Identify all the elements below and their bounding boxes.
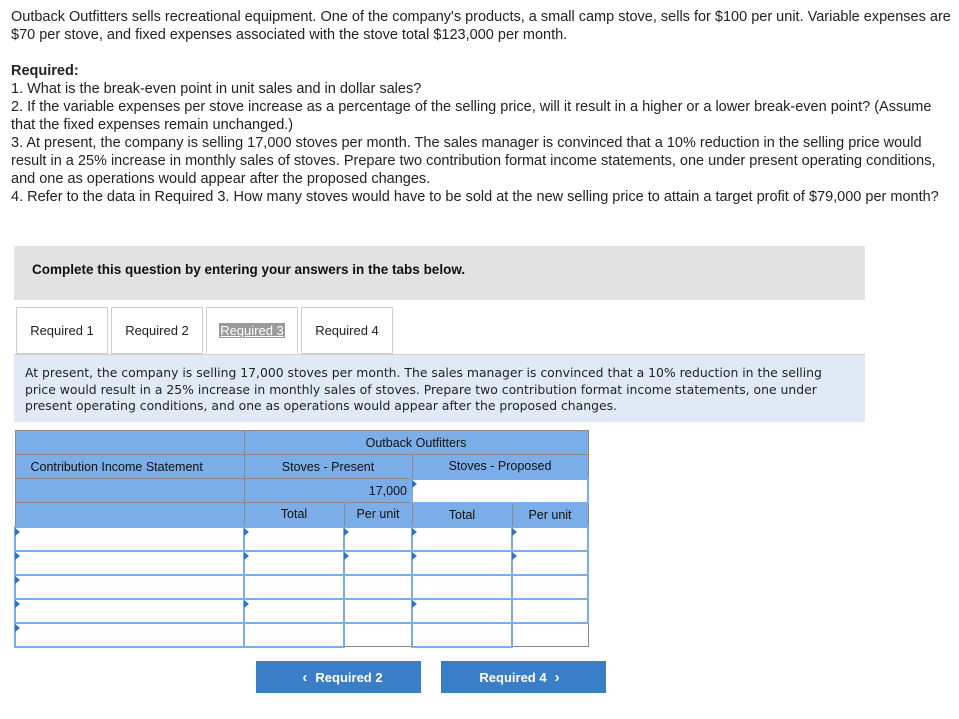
tab-label: Required 1 bbox=[30, 323, 94, 338]
line-item-select[interactable] bbox=[15, 575, 244, 599]
proposed-total-header: Total bbox=[412, 503, 512, 527]
statement-title: Contribution Income Statement bbox=[15, 455, 244, 479]
line-item-select[interactable] bbox=[15, 599, 244, 623]
input-marker-icon bbox=[412, 528, 417, 536]
prev-button-label: Required 2 bbox=[315, 669, 383, 685]
line-item-select[interactable] bbox=[15, 527, 244, 551]
dropdown-marker-icon bbox=[15, 600, 20, 608]
company-name: Outback Outfitters bbox=[244, 431, 588, 455]
table-row bbox=[15, 551, 588, 575]
proposed-per-unit-input[interactable] bbox=[512, 527, 588, 551]
proposed-total-input[interactable] bbox=[412, 575, 512, 599]
table-row bbox=[15, 623, 588, 647]
proposed-per-unit-input[interactable] bbox=[512, 599, 588, 623]
dropdown-marker-icon bbox=[15, 576, 20, 584]
next-required-4-button[interactable] bbox=[441, 661, 606, 693]
header-blank bbox=[15, 431, 244, 455]
input-marker-icon bbox=[512, 528, 517, 536]
input-marker-icon bbox=[244, 600, 249, 608]
proposed-units-input[interactable] bbox=[412, 479, 588, 503]
instructions-banner bbox=[14, 246, 865, 300]
problem-intro: Outback Outfitters sells recreational equipment. One of the company's products, a small camp stove, sells for $100 per unit. Variable expenses are $70 per stove, and fixed expenses associated with the stove total $123,000 per month. bbox=[11, 9, 951, 43]
problem-text bbox=[11, 8, 951, 206]
chevron-left-icon: ‹ bbox=[302, 668, 308, 686]
tab-label: Required 3 bbox=[220, 323, 284, 338]
chevron-right-icon: › bbox=[554, 668, 560, 686]
present-per-unit-input[interactable] bbox=[344, 599, 412, 623]
next-button-label: Required 4 bbox=[479, 669, 547, 685]
required-item-3: 3. At present, the company is selling 17,000 stoves per month. The sales manager is convinced that a 10% reduction in the selling price would result in a 25% increase in monthly sales of stoves. Prepare two contribution format income statements, one under present operating conditions, and one as operations would appear after the proposed changes. bbox=[11, 135, 936, 187]
present-total-input[interactable] bbox=[244, 599, 344, 623]
required-item-2: 2. If the variable expenses per stove increase as a percentage of the selling price, will it result in a higher or a lower break-even point? (Assume that the fixed expenses remain unchanged.) bbox=[11, 99, 932, 133]
input-marker-icon bbox=[244, 528, 249, 536]
line-item-select[interactable] bbox=[15, 551, 244, 575]
present-total-input[interactable] bbox=[244, 623, 344, 647]
units-row-label bbox=[15, 479, 244, 503]
present-per-unit-input[interactable] bbox=[344, 551, 412, 575]
proposed-total-input[interactable] bbox=[412, 551, 512, 575]
col-present-header: Stoves - Present bbox=[244, 455, 412, 479]
input-marker-icon bbox=[412, 552, 417, 560]
empty-cell bbox=[512, 623, 588, 647]
proposed-per-unit-input[interactable] bbox=[512, 575, 588, 599]
proposed-total-input[interactable] bbox=[412, 623, 512, 647]
table-row bbox=[15, 599, 588, 623]
present-total-header: Total bbox=[244, 503, 344, 527]
proposed-per-unit-header: Per unit bbox=[512, 503, 588, 527]
present-per-unit-input[interactable] bbox=[344, 575, 412, 599]
proposed-total-input[interactable] bbox=[412, 527, 512, 551]
input-marker-icon bbox=[344, 528, 349, 536]
present-units: 17,000 bbox=[244, 479, 412, 503]
tab-instruction: At present, the company is selling 17,000 stoves per month. The sales manager is convinced that a 10% reduction in the selling price would result in a 25% increase in monthly sales of stoves. Prepare two contribution format income statements, one under present operating conditions, and one as operations would appear after the proposed changes. bbox=[14, 355, 865, 422]
line-item-select[interactable] bbox=[15, 623, 244, 647]
input-marker-icon bbox=[244, 552, 249, 560]
tab-required-4[interactable] bbox=[301, 307, 393, 354]
tab-required-3[interactable] bbox=[206, 307, 298, 354]
tab-required-1[interactable] bbox=[16, 307, 108, 354]
required-item-4: 4. Refer to the data in Required 3. How many stoves would have to be sold at the new selling price to attain a target profit of $79,000 per month? bbox=[11, 189, 939, 205]
tab-required-2[interactable] bbox=[111, 307, 203, 354]
present-total-input[interactable] bbox=[244, 527, 344, 551]
proposed-per-unit-input[interactable] bbox=[512, 551, 588, 575]
input-marker-icon bbox=[412, 600, 417, 608]
subheader-blank bbox=[15, 503, 244, 527]
income-statement-table bbox=[14, 430, 589, 648]
empty-cell bbox=[344, 623, 412, 647]
required-heading: Required: bbox=[11, 63, 79, 79]
proposed-total-input[interactable] bbox=[412, 599, 512, 623]
table-row bbox=[15, 575, 588, 599]
banner-text: Complete this question by entering your answers in the tabs below. bbox=[32, 262, 466, 277]
input-marker-icon bbox=[512, 552, 517, 560]
table-row bbox=[15, 527, 588, 551]
required-item-1: 1. What is the break-even point in unit sales and in dollar sales? bbox=[11, 81, 422, 97]
dropdown-marker-icon bbox=[15, 624, 20, 632]
input-marker-icon bbox=[344, 552, 349, 560]
present-total-input[interactable] bbox=[244, 551, 344, 575]
dropdown-marker-icon bbox=[15, 552, 20, 560]
tab-label: Required 2 bbox=[125, 323, 189, 338]
col-proposed-header: Stoves - Proposed bbox=[412, 455, 588, 479]
dropdown-marker-icon bbox=[15, 528, 20, 536]
present-per-unit-header: Per unit bbox=[344, 503, 412, 527]
present-per-unit-input[interactable] bbox=[344, 527, 412, 551]
tab-bar bbox=[16, 307, 396, 355]
tab-label: Required 4 bbox=[315, 323, 379, 338]
prev-required-2-button[interactable] bbox=[256, 661, 421, 693]
present-total-input[interactable] bbox=[244, 575, 344, 599]
input-marker-icon bbox=[412, 480, 417, 488]
